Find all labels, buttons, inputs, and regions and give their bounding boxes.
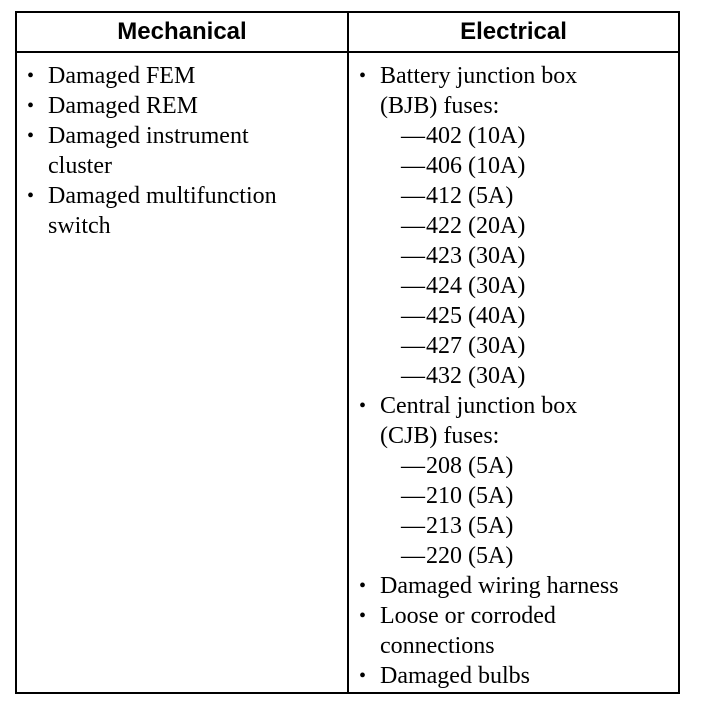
list-item-bjb [359, 61, 620, 391]
symptom-table [15, 11, 680, 694]
list-item-cjb [359, 391, 620, 571]
fuse-item: — 427 (30A) [380, 331, 620, 361]
list-item: • Damaged instrument cluster [27, 121, 288, 181]
list-item: • Damaged REM [27, 91, 337, 121]
list-item: • Damaged multifunction switch [27, 181, 318, 241]
fuse-item: — 210 (5A) [380, 481, 620, 511]
fuse-item: — 424 (30A) [380, 271, 620, 301]
column-divider [347, 13, 349, 692]
mechanical-list [27, 61, 337, 241]
cjb-fuse-list [380, 451, 620, 571]
cjb-label: Central junction box (CJB) fuses: [380, 393, 578, 449]
fuse-item: — 432 (30A) [380, 361, 620, 391]
list-item: • Damaged wiring harness [359, 571, 674, 601]
list-item: • Damaged bulbs [359, 661, 674, 691]
fuse-item: — 402 (10A) [380, 121, 620, 151]
fuse-item: — 406 (10A) [380, 151, 620, 181]
list-item: • Damaged FEM [27, 61, 337, 91]
bjb-fuse-list [380, 121, 620, 391]
fuse-item: — 208 (5A) [380, 451, 620, 481]
list-item: • Loose or corroded connections [359, 601, 620, 661]
fuse-item: — 412 (5A) [380, 181, 620, 211]
fuse-item: — 213 (5A) [380, 511, 620, 541]
header-mechanical: Mechanical [117, 18, 247, 45]
header-divider [17, 51, 678, 53]
bjb-label: Battery junction box (BJB) fuses: [380, 63, 578, 119]
fuse-item: — 425 (40A) [380, 301, 620, 331]
electrical-list [359, 61, 674, 691]
header-electrical: Electrical [460, 18, 567, 45]
fuse-item: — 422 (20A) [380, 211, 620, 241]
fuse-item: — 423 (30A) [380, 241, 620, 271]
fuse-item: — 220 (5A) [380, 541, 620, 571]
